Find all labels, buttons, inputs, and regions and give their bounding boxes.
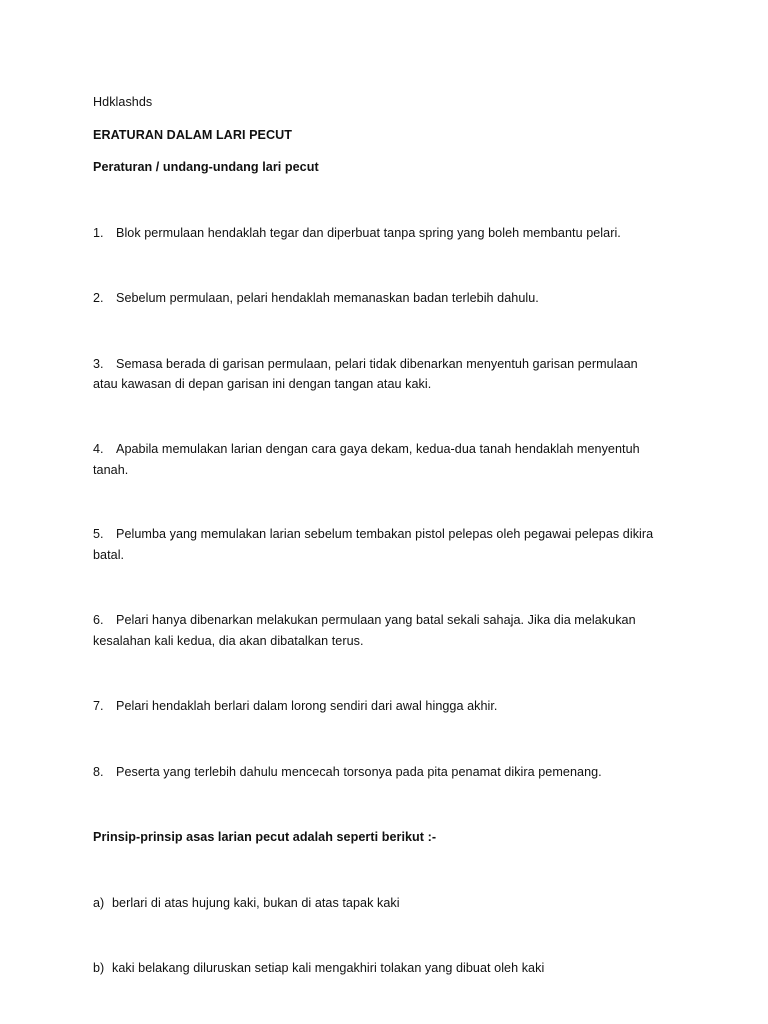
principle-label: b) — [93, 961, 105, 975]
top-line: Hdklashds — [93, 95, 153, 109]
principle-item-b — [93, 958, 544, 979]
rule-number: 8. — [93, 765, 104, 779]
rule-text: Semasa berada di garisan permulaan, pelari tidak dibenarkan menyentuh garisan permulaan — [116, 357, 638, 371]
rule-item-6-continuation: kesalahan kali kedua, dia akan dibatalkan terus. — [93, 634, 364, 648]
document-subheading: Peraturan / undang-undang lari pecut — [93, 160, 319, 174]
rule-item-3 — [93, 354, 638, 375]
rule-text: Peserta yang terlebih dahulu mencecah torsonya pada pita penamat dikira pemenang. — [116, 765, 602, 779]
rule-item-5-continuation: batal. — [93, 548, 125, 562]
rule-number: 4. — [93, 442, 104, 456]
principle-item-a — [93, 893, 400, 914]
principles-heading: Prinsip-prinsip asas larian pecut adalah seperti berikut :- — [93, 830, 437, 844]
principle-text: berlari di atas hujung kaki, bukan di atas tapak kaki — [112, 896, 400, 910]
rule-item-1 — [93, 223, 621, 244]
document-heading: ERATURAN DALAM LARI PECUT — [93, 128, 293, 142]
rule-item-7 — [93, 696, 497, 717]
rule-item-8 — [93, 762, 602, 783]
rule-text: Apabila memulakan larian dengan cara gaya dekam, kedua-dua tanah hendaklah menyentuh — [116, 442, 640, 456]
rule-item-5 — [93, 524, 653, 545]
rule-item-6 — [93, 610, 636, 631]
rule-text: Pelari hendaklah berlari dalam lorong sendiri dari awal hingga akhir. — [116, 699, 498, 713]
rule-text: Pelari hanya dibenarkan melakukan permulaan yang batal sekali sahaja. Jika dia melakukan — [116, 613, 636, 627]
rule-item-2 — [93, 288, 539, 309]
rule-number: 1. — [93, 226, 104, 240]
rule-text: Sebelum permulaan, pelari hendaklah memanaskan badan terlebih dahulu. — [116, 291, 539, 305]
rule-number: 2. — [93, 291, 104, 305]
rule-item-3-continuation: atau kawasan di depan garisan ini dengan tangan atau kaki. — [93, 377, 432, 391]
rule-number: 5. — [93, 527, 104, 541]
rule-text: Pelumba yang memulakan larian sebelum tembakan pistol pelepas oleh pegawai pelepas dikira — [116, 527, 654, 541]
rule-number: 3. — [93, 357, 104, 371]
rule-item-4 — [93, 439, 640, 460]
rule-number: 6. — [93, 613, 104, 627]
rule-item-4-continuation: tanah. — [93, 463, 129, 477]
rule-text: Blok permulaan hendaklah tegar dan diperbuat tanpa spring yang boleh membantu pelari. — [116, 226, 621, 240]
principle-text: kaki belakang diluruskan setiap kali mengakhiri tolakan yang dibuat oleh kaki — [112, 961, 545, 975]
principle-label: a) — [93, 896, 105, 910]
rule-number: 7. — [93, 699, 104, 713]
